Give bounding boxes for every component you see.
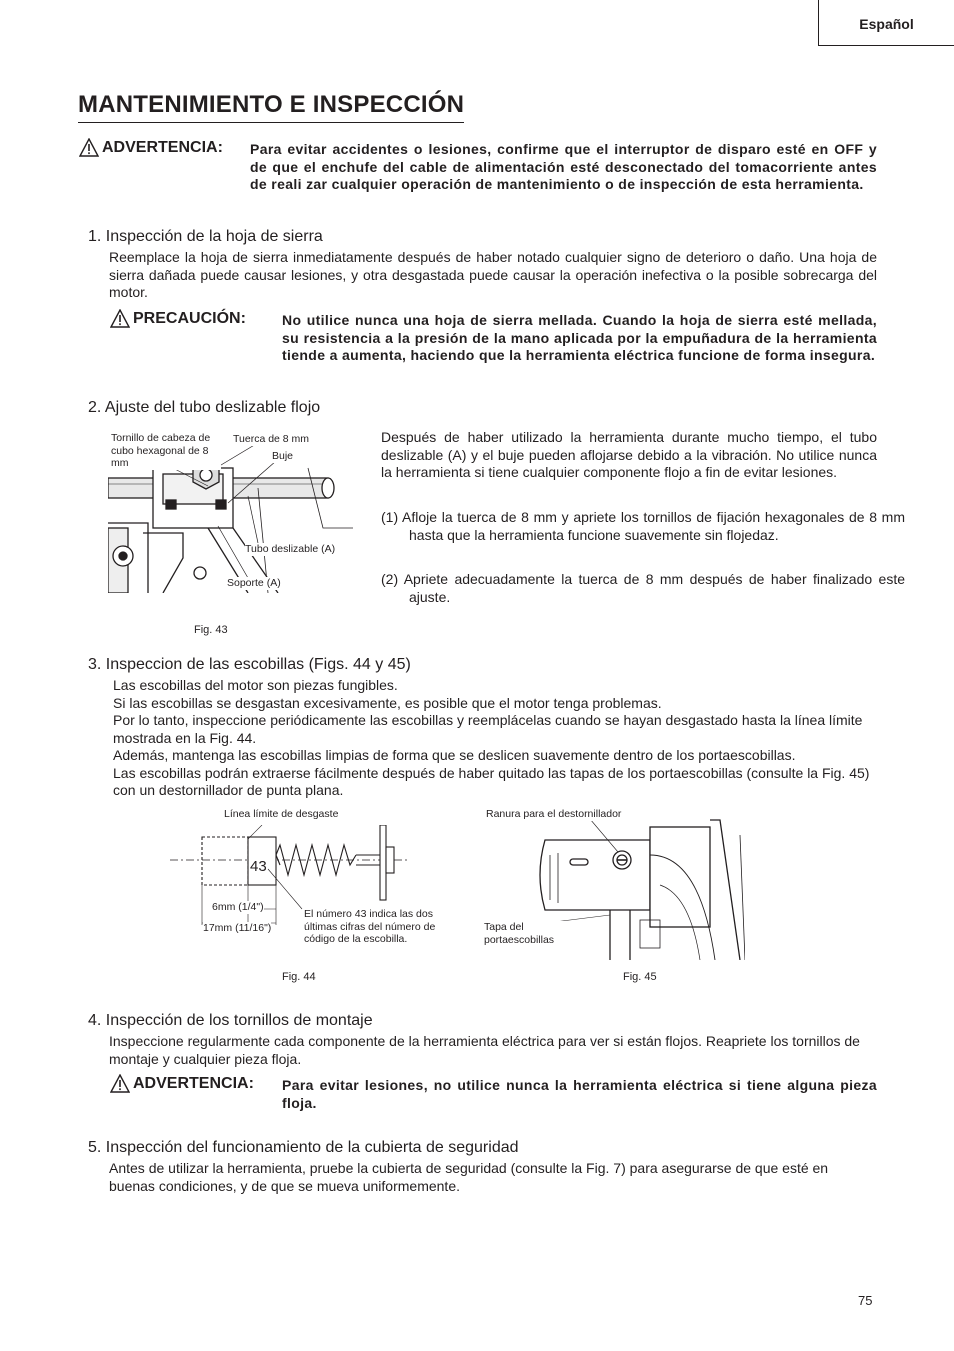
warning-section4-label-group bbox=[110, 1074, 254, 1093]
section4-heading: 4. Inspección de los tornillos de montaje bbox=[88, 1012, 373, 1029]
warning-triangle-icon bbox=[110, 309, 130, 328]
fig43-label-tube: Tubo deslizable (A) bbox=[245, 543, 336, 555]
section2-step2: (2) Apriete adecuadamente la tuerca de 8 mm después de haber finalizado este ajuste. bbox=[381, 571, 905, 605]
caution-text: No utilice nunca una hoja de sierra mellada. Cuando la hoja de sierra esté mellada, su resistencia a la presión de la mano aplicada por la empuñadura de la herramienta tiende a aumenta, haciendo que la herramienta eléctrica funcione de forma insegura. bbox=[282, 312, 877, 363]
fig43-label-support: Soporte (A) bbox=[227, 577, 281, 589]
section3-line: Las escobillas podrán extraerse fácilmente después de haber quitado las tapas de los portaescobillas (consulte la Fig. 45) con un destornillador de punta plana. bbox=[113, 764, 870, 798]
fig43-label-bushing: Buje bbox=[272, 450, 294, 462]
fig43-caption: Fig. 43 bbox=[194, 624, 228, 636]
section4-body: Inspeccione regularmente cada componente de la herramienta eléctrica para ver si están flojos. Reapriete los tornillos de montaje y cualquier pieza floja. bbox=[109, 1033, 860, 1067]
warning-triangle-icon bbox=[110, 1074, 130, 1093]
fig44-brush-number: 43 bbox=[250, 858, 267, 875]
warning-main-label: ADVERTENCIA: bbox=[102, 138, 223, 156]
fig43-label-screw: Tornillo de cabeza de cubo hexagonal de 8 mm bbox=[111, 432, 221, 470]
fig44-caption: Fig. 44 bbox=[282, 971, 316, 983]
section3-heading: 3. Inspeccion de las escobillas (Figs. 44 y 45) bbox=[88, 656, 411, 673]
warning-main-label-group bbox=[79, 138, 223, 157]
section1-heading: 1. Inspección de la hoja de sierra bbox=[88, 228, 323, 245]
section3-body bbox=[113, 677, 877, 800]
section2-heading: 2. Ajuste del tubo deslizable flojo bbox=[88, 399, 321, 416]
section5-heading: 5. Inspección del funcionamiento de la cubierta de seguridad bbox=[88, 1139, 519, 1156]
language-tab: Español bbox=[818, 0, 954, 46]
section5-body: Antes de utilizar la herramienta, pruebe la cubierta de seguridad (consulte la Fig. 7) para asegurarse de que esté en buenas condiciones, y de que se mueva uniformemente. bbox=[109, 1160, 829, 1194]
section3-line: Además, mantenga las escobillas limpias de forma que se deslicen suavemente dentro de los portaescobillas. bbox=[113, 747, 796, 763]
caution-label: PRECAUCIÓN: bbox=[133, 309, 246, 327]
section3-line: Si las escobillas se desgastan excesivamente, es posible que el motor tenga problemas. bbox=[113, 694, 662, 711]
fig44-dim-small: 6mm (1/4") bbox=[212, 901, 264, 913]
warning-section4-label: ADVERTENCIA: bbox=[133, 1074, 254, 1092]
fig44-label-limit: Línea límite de desgaste bbox=[224, 808, 339, 820]
section2-step1: (1) Afloje la tuerca de 8 mm y apriete los tornillos de fijación hexagonales de 8 mm hasta que la herramienta funcione suavemente sin flojedaz. bbox=[381, 509, 905, 543]
warning-section4-text: Para evitar lesiones, no utilice nunca la herramienta eléctrica si tiene alguna pieza floja. bbox=[282, 1077, 877, 1111]
page-number: 75 bbox=[858, 1293, 873, 1308]
section1-body: Reemplace la hoja de sierra inmediatamente después de haber notado cualquier signo de deterioro o daño. Una hoja de sierra dañada puede causar lesiones, y otra desgastada puede causar la operación inefectiva o la posible sobrecarga del motor. bbox=[109, 249, 877, 300]
fig45-label-slot: Ranura para el destornillador bbox=[486, 808, 622, 820]
section3-line: Las escobillas del motor son piezas fungibles. bbox=[113, 677, 398, 693]
warning-main-text: Para evitar accidentes o lesiones, confirme que el interruptor de disparo esté en OFF y de que el enchufe del cable de alimentación esté desconectado del tomacorriente antes de reali zar cualquier operación de mantenimiento o de inspección de esta herramienta. bbox=[250, 141, 877, 192]
fig44-note: El número 43 indica las dos últimas cifras del número de código de la escobilla. bbox=[304, 908, 436, 945]
caution-label-group bbox=[110, 309, 246, 328]
fig44-dim-large: 17mm (11/16") bbox=[203, 922, 272, 934]
fig43-label-nut: Tuerca de 8 mm bbox=[233, 433, 310, 445]
section2-intro: Después de haber utilizado la herramienta durante mucho tiempo, el tubo deslizable (A) y el buje pueden aflojarse debido a la vibración. No utilice nunca la herramienta si tiene cualquier componente flojo a fin de evitar lesiones. bbox=[381, 429, 877, 480]
fig45-caption: Fig. 45 bbox=[623, 971, 657, 983]
section3-line: Por lo tanto, inspeccione periódicamente las escobillas y reemplácelas cuando se hayan desgastado hasta la línea límite mostrada en la Fig. 44. bbox=[113, 712, 863, 746]
warning-triangle-icon bbox=[79, 138, 99, 157]
page-title: MANTENIMIENTO E INSPECCIÓN bbox=[78, 91, 464, 123]
fig45-label-cap: Tapa del portaescobillas bbox=[484, 921, 576, 946]
